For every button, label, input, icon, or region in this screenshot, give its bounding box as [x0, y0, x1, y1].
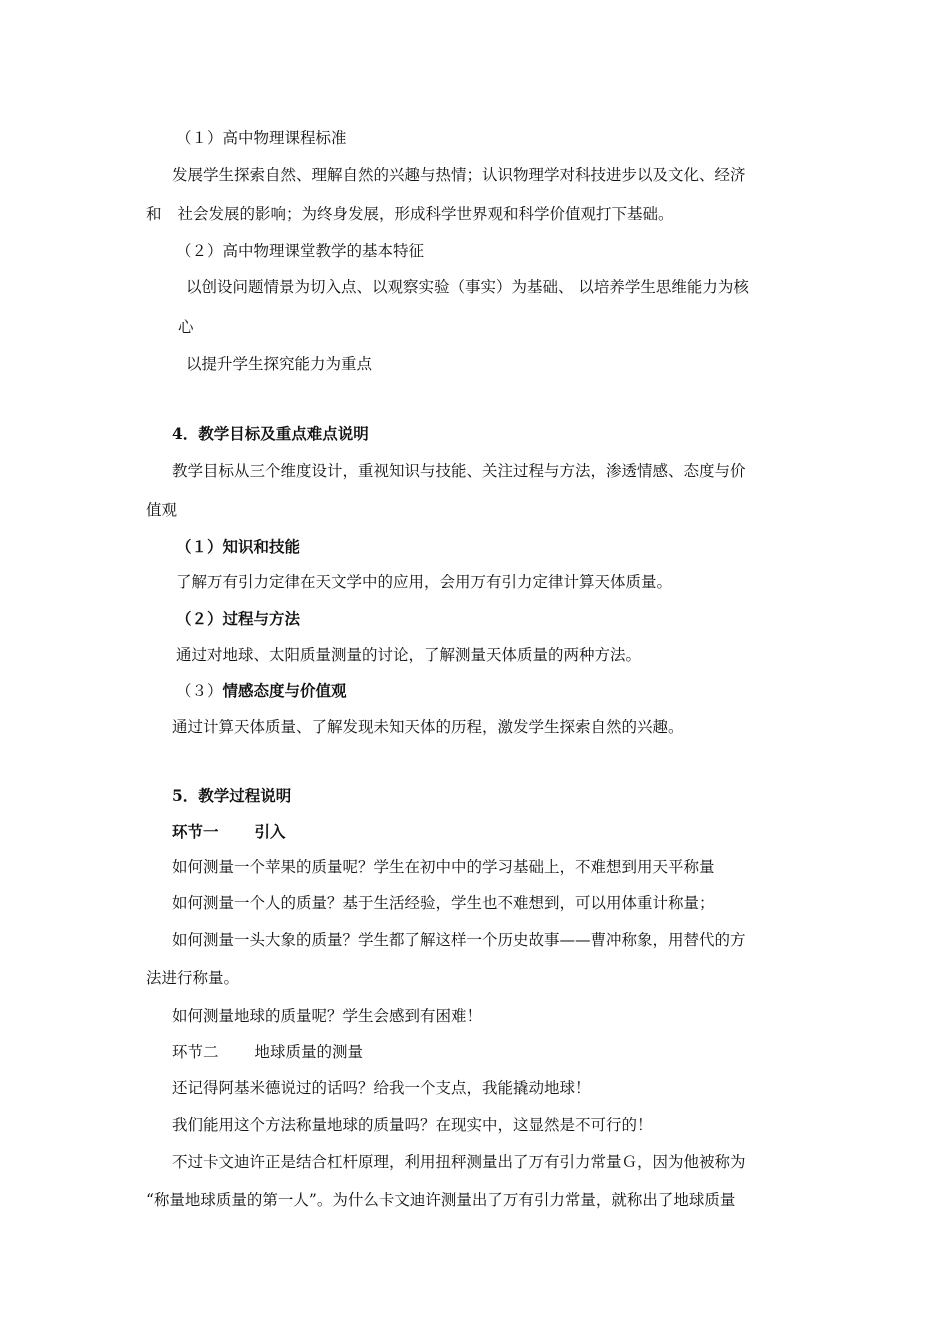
- subheading-text: 情感态度与价值观: [222, 681, 347, 700]
- subheading-curriculum-standard: （１）高中物理课程标准: [176, 129, 347, 147]
- subheading-classroom-features: （２）高中物理课堂教学的基本特征: [176, 242, 425, 260]
- step-one-heading: [172, 822, 286, 842]
- paragraph-line: 如何测量地球的质量呢？学生会感到有困难！: [172, 1007, 483, 1025]
- section-title-process: 5．教学过程说明: [172, 786, 292, 805]
- paragraph-line: [146, 204, 674, 224]
- paragraph-line: 通过对地球、太阳质量测量的讨论，了解测量天体质量的两种方法。: [176, 646, 642, 664]
- paragraph-line: 如何测量一个苹果的质量呢？学生在初中中的学习基础上，不难想到用天平称量: [172, 858, 715, 876]
- subheading-process-methods: （２）过程与方法: [176, 609, 301, 628]
- step-label: 环节二: [172, 1043, 219, 1061]
- paragraph-line: 以创设问题情景为切入点、以观察实验（事实）为基础、 以培养学生思维能力为核: [186, 278, 749, 296]
- subheading-knowledge-skills: （１）知识和技能: [176, 537, 301, 556]
- paragraph-line: 我们能用这个方法称量地球的质量吗？在现实中，这显然是不可行的！: [172, 1116, 653, 1134]
- paragraph-line: “称量地球质量的第一人”。为什么卡文迪许测量出了万有引力常量，就称出了地球质量: [146, 1191, 736, 1209]
- paragraph-line: 通过计算天体质量、了解发现未知天体的历程，激发学生探索自然的兴趣。: [172, 718, 684, 736]
- step-two-heading: [172, 1042, 363, 1062]
- step-title: 地球质量的测量: [254, 1043, 364, 1061]
- paragraph-line: 发展学生探索自然、理解自然的兴趣与热情；认识物理学对科技进步以及文化、经济: [172, 166, 746, 184]
- subheading-number: （３）: [176, 682, 223, 700]
- paragraph-line: 值观: [146, 501, 178, 519]
- paragraph-line: 如何测量一个人的质量？基于生活经验，学生也不难想到，可以用体重计称量；: [172, 894, 715, 912]
- paragraph-line: 还记得阿基米德说过的话吗？给我一个支点，我能撬动地球！: [172, 1079, 591, 1097]
- paragraph-line: 教学目标从三个维度设计，重视知识与技能、关注过程与方法，渗透情感、态度与价: [172, 462, 746, 480]
- paragraph-line: 了解万有引力定律在天文学中的应用，会用万有引力定律计算天体质量。: [176, 573, 673, 591]
- paragraph-line: 如何测量一头大象的质量？学生都了解这样一个历史故事——曹冲称象，用替代的方: [172, 931, 746, 949]
- paragraph-line: 法进行称量。: [146, 969, 240, 987]
- paragraph-line: 不过卡文迪许正是结合杠杆原理，利用扭秤测量出了万有引力常量Ｇ，因为他被称为: [172, 1153, 746, 1171]
- section-title-objectives: 4．教学目标及重点难点说明: [172, 424, 369, 443]
- paragraph-line: 心: [178, 318, 194, 336]
- line-lead-word: 和: [146, 205, 162, 223]
- subheading-emotion-values: [176, 681, 347, 701]
- paragraph-line: 以提升学生探究能力为重点: [186, 355, 373, 373]
- step-title: 引入: [254, 822, 286, 841]
- line-text: 社会发展的影响；为终身发展，形成科学世界观和科学价值观打下基础。: [177, 205, 674, 223]
- step-label: 环节一: [172, 822, 219, 841]
